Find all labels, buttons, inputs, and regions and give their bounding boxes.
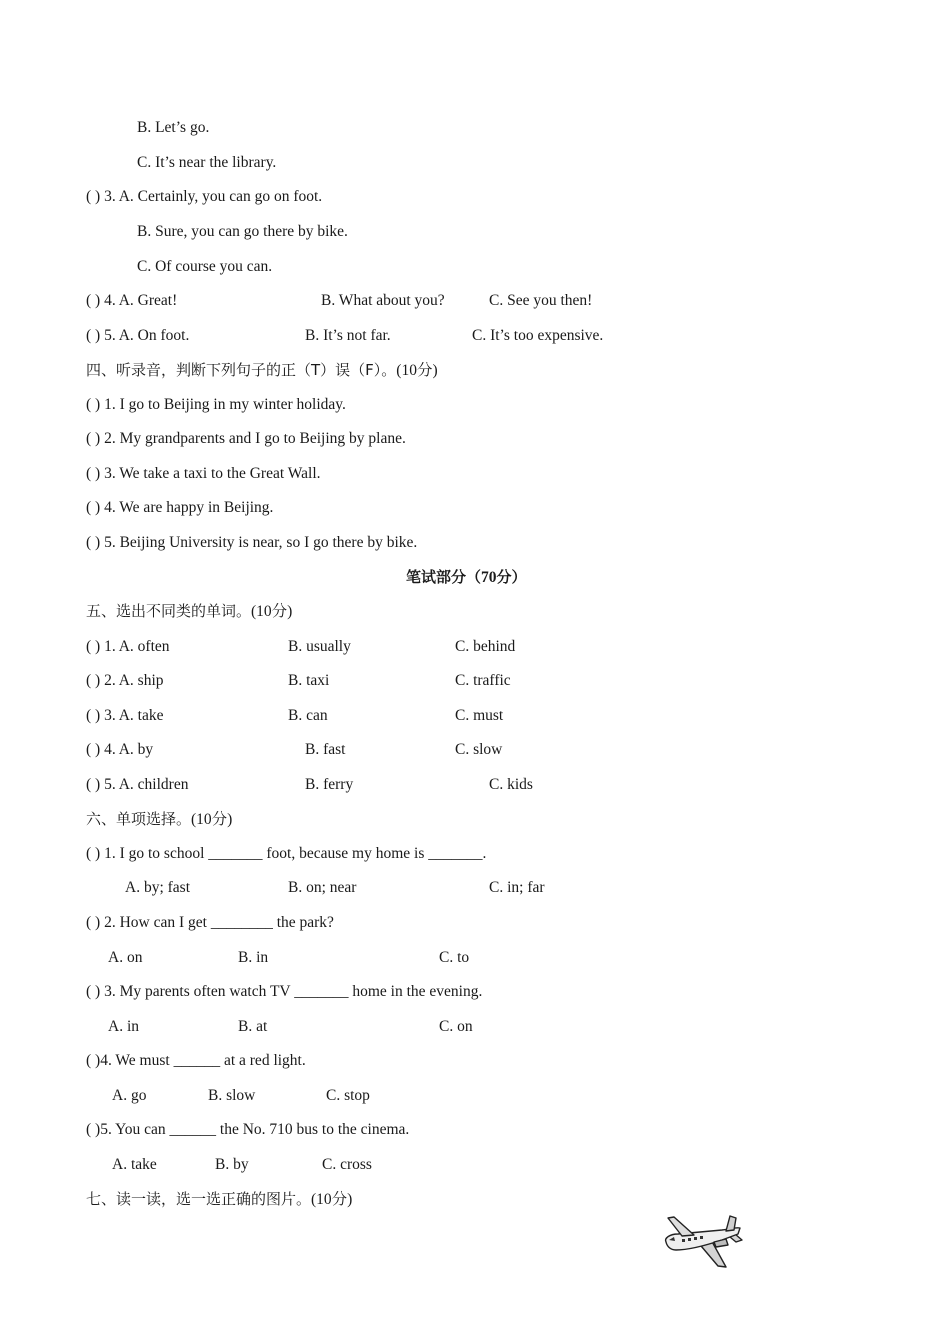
mc-q4-option-c: C. stop xyxy=(326,1087,370,1104)
written-title-c: 分） xyxy=(496,568,527,586)
odd-row-4-c: C. slow xyxy=(455,741,503,758)
odd-row-5-b: B. ferry xyxy=(305,776,354,793)
mc-q3-option-c: C. on xyxy=(439,1018,473,1035)
section-4-heading xyxy=(86,360,438,381)
q5-option-a: ( ) 5. A. On foot. xyxy=(86,327,190,344)
mc-q5-option-b: B. by xyxy=(215,1156,249,1173)
tf-item-4: ( ) 4. We are happy in Beijing. xyxy=(86,499,274,516)
odd-row-5-a: ( ) 5. A. children xyxy=(86,776,189,793)
section-5-score: (10分) xyxy=(251,603,293,620)
odd-row-3-c: C. must xyxy=(455,707,504,724)
section-6-score: (10分) xyxy=(191,811,233,828)
mc-q2-option-b: B. in xyxy=(238,949,269,966)
section-7-score: (10分) xyxy=(311,1191,353,1208)
section-5-title: 五、选出不同类的单词。 xyxy=(86,602,252,620)
mc-q2-option-a: A. on xyxy=(108,949,143,966)
tf-item-1: ( ) 1. I go to Beijing in my winter holiday. xyxy=(86,396,346,413)
q3-option-a: ( ) 3. A. Certainly, you can go on foot. xyxy=(86,188,323,205)
mc-q1-option-c: C. in; far xyxy=(489,879,545,896)
mc-question-5: ( )5. You can ______ the No. 710 bus to the cinema. xyxy=(86,1121,410,1138)
mc-q3-option-b: B. at xyxy=(238,1018,268,1035)
tf-item-2: ( ) 2. My grandparents and I go to Beijing by plane. xyxy=(86,430,406,447)
odd-row-2-c: C. traffic xyxy=(455,672,511,689)
odd-row-1-a: ( ) 1. A. often xyxy=(86,638,170,655)
odd-row-4-b: B. fast xyxy=(305,741,346,758)
q2-option-b: B. Let’s go. xyxy=(137,119,210,136)
odd-row-3-b: B. can xyxy=(288,707,328,724)
mc-q4-option-a: A. go xyxy=(112,1087,147,1104)
mc-q2-option-c: C. to xyxy=(439,949,470,966)
section-6-title: 六、单项选择。 xyxy=(86,810,192,828)
mc-question-2: ( ) 2. How can I get ________ the park? xyxy=(86,914,334,931)
tf-item-5: ( ) 5. Beijing University is near, so I go there by bike. xyxy=(86,534,418,551)
mc-question-3: ( ) 3. My parents often watch TV _______ home in the evening. xyxy=(86,983,483,1000)
section-5-heading xyxy=(86,601,292,622)
q2-option-c: C. It’s near the library. xyxy=(137,154,277,171)
q5-option-c: C. It’s too expensive. xyxy=(472,327,604,344)
section-4-title: 四、听录音，判断下列句子的正（T）误（F）。 xyxy=(86,361,397,379)
odd-row-4-a: ( ) 4. A. by xyxy=(86,741,154,758)
q3-option-c: C. Of course you can. xyxy=(137,258,273,275)
plane-icon xyxy=(660,1212,748,1272)
written-title-a: 笔试部分（ xyxy=(406,568,482,586)
section-7-heading xyxy=(86,1189,352,1210)
mc-q5-option-c: C. cross xyxy=(322,1156,372,1173)
odd-row-1-c: C. behind xyxy=(455,638,516,655)
odd-row-5-c: C. kids xyxy=(489,776,533,793)
odd-row-2-b: B. taxi xyxy=(288,672,330,689)
mc-q4-option-b: B. slow xyxy=(208,1087,256,1104)
mc-q3-option-a: A. in xyxy=(108,1018,139,1035)
written-part-heading xyxy=(406,567,527,588)
mc-q5-option-a: A. take xyxy=(112,1156,157,1173)
mc-q1-option-a: A. by; fast xyxy=(125,879,191,896)
odd-row-1-b: B. usually xyxy=(288,638,351,655)
mc-question-4: ( )4. We must ______ at a red light. xyxy=(86,1052,306,1069)
tf-item-3: ( ) 3. We take a taxi to the Great Wall. xyxy=(86,465,321,482)
odd-row-3-a: ( ) 3. A. take xyxy=(86,707,164,724)
q4-option-c: C. See you then! xyxy=(489,292,593,309)
q4-option-a: ( ) 4. A. Great! xyxy=(86,292,178,309)
mc-q1-option-b: B. on; near xyxy=(288,879,357,896)
section-6-heading xyxy=(86,809,232,830)
q4-option-b: B. What about you? xyxy=(321,292,445,309)
q3-option-b: B. Sure, you can go there by bike. xyxy=(137,223,348,240)
mc-question-1: ( ) 1. I go to school _______ foot, because my home is _______. xyxy=(86,845,487,862)
q5-option-b: B. It’s not far. xyxy=(305,327,391,344)
written-score: 70 xyxy=(481,569,497,586)
odd-row-2-a: ( ) 2. A. ship xyxy=(86,672,164,689)
section-7-title: 七、读一读，选一选正确的图片。 xyxy=(86,1190,312,1208)
section-4-score: (10分) xyxy=(396,362,438,379)
